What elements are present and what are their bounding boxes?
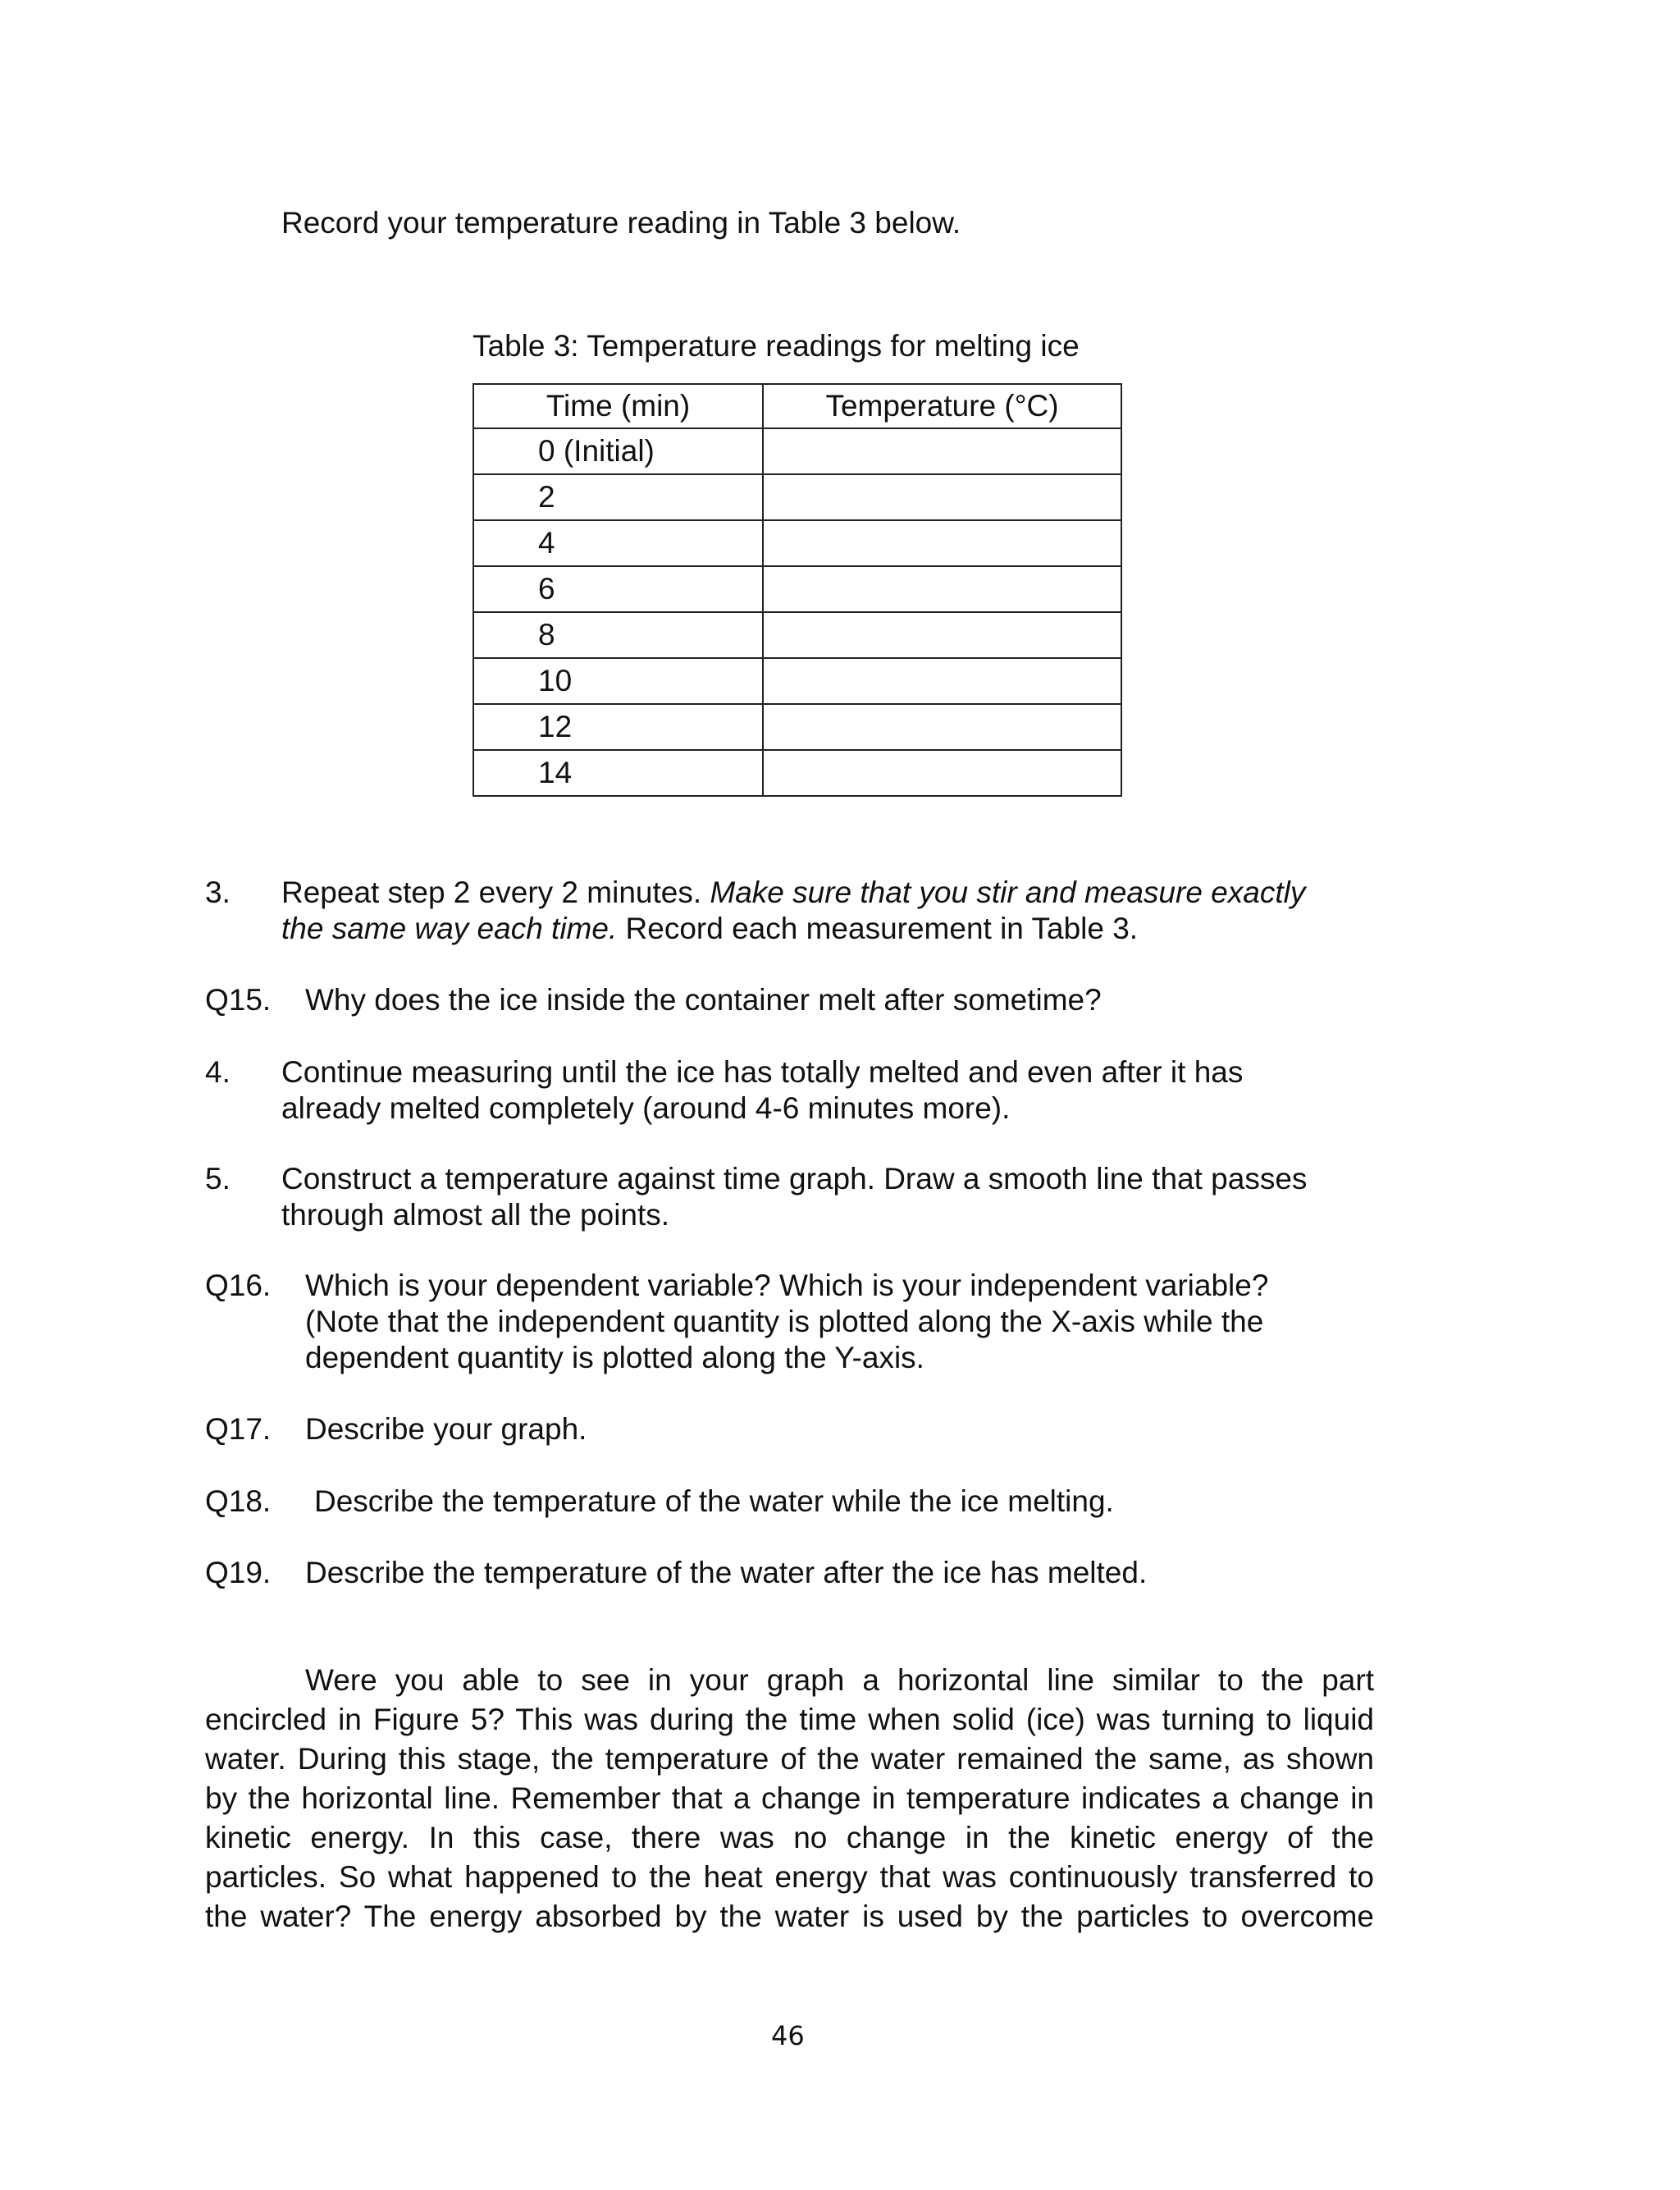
paragraph-line: by the horizontal line. Remember that a change in temperature indicates a change in bbox=[205, 1781, 1374, 1815]
paragraph-line: the water? The energy absorbed by the water is used by the particles to overcome bbox=[205, 1900, 1374, 1933]
paragraph-line: water. During this stage, the temperature of the water remained the same, as shown bbox=[205, 1742, 1374, 1776]
time-cell: 14 bbox=[473, 750, 763, 796]
question-15-text: Why does the ice inside the container melt after sometime? bbox=[305, 983, 1102, 1017]
time-cell: 4 bbox=[473, 520, 763, 566]
step-5-text: Construct a temperature against time graph. Draw a smooth line that passes through almost all the points. bbox=[281, 1162, 1308, 1232]
header-temperature: Temperature (°C) bbox=[763, 384, 1121, 428]
time-cell: 12 bbox=[473, 704, 763, 750]
step-number: 5. bbox=[205, 1162, 231, 1196]
table-row bbox=[473, 474, 1121, 520]
table-row bbox=[473, 658, 1121, 704]
question-19-text: Describe the temperature of the water after the ice has melted. bbox=[305, 1556, 1148, 1589]
paragraph-line: kinetic energy. In this case, there was no change in the kinetic energy of the bbox=[205, 1821, 1374, 1854]
question-17-text: Describe your graph. bbox=[305, 1412, 587, 1446]
time-cell: 6 bbox=[473, 566, 763, 612]
table-row bbox=[473, 750, 1121, 796]
table-row bbox=[473, 612, 1121, 658]
intro-text: Record your temperature reading in Table 3 below. bbox=[281, 206, 961, 240]
time-cell: 8 bbox=[473, 612, 763, 658]
table-row bbox=[473, 520, 1121, 566]
temperature-cell[interactable] bbox=[763, 658, 1121, 704]
step-4-text: Continue measuring until the ice has totally melted and even after it has already melted completely (around 4-6 minutes more). bbox=[281, 1055, 1244, 1125]
paragraph-line: particles. So what happened to the heat energy that was continuously transferred to bbox=[205, 1860, 1374, 1894]
question-number: Q17. bbox=[205, 1412, 272, 1446]
question-number: Q15. bbox=[205, 983, 272, 1017]
temperature-table bbox=[472, 383, 1122, 797]
header-time: Time (min) bbox=[473, 384, 763, 428]
page-number: 46 bbox=[771, 2020, 805, 2051]
temperature-cell[interactable] bbox=[763, 704, 1121, 750]
temperature-cell[interactable] bbox=[763, 520, 1121, 566]
step-number: 3. bbox=[205, 876, 231, 909]
paragraph-line: encircled in Figure 5? This was during the time when solid (ice) was turning to liquid bbox=[205, 1703, 1374, 1736]
time-cell: 10 bbox=[473, 658, 763, 704]
paragraph-line: Were you able to see in your graph a horizontal line similar to the part bbox=[305, 1663, 1374, 1697]
time-cell: 2 bbox=[473, 474, 763, 520]
temperature-cell[interactable] bbox=[763, 750, 1121, 796]
table-row bbox=[473, 704, 1121, 750]
question-18-text: Describe the temperature of the water while the ice melting. bbox=[314, 1484, 1114, 1518]
body-paragraph bbox=[205, 1661, 1374, 1936]
table-header-row bbox=[473, 384, 1121, 428]
table-row bbox=[473, 428, 1121, 474]
question-number: Q19. bbox=[205, 1556, 272, 1589]
table-caption: Table 3: Temperature readings for melting ice bbox=[472, 329, 1080, 363]
temperature-cell[interactable] bbox=[763, 474, 1121, 520]
time-cell: 0 (Initial) bbox=[473, 428, 763, 474]
step-number: 4. bbox=[205, 1055, 231, 1089]
step-3-text: Repeat step 2 every 2 minutes. Make sure that you stir and measure exactly the same way each time. Record each measurement in Table 3. bbox=[281, 876, 1306, 945]
temperature-cell[interactable] bbox=[763, 566, 1121, 612]
temperature-cell[interactable] bbox=[763, 612, 1121, 658]
question-number: Q16. bbox=[205, 1269, 272, 1302]
question-number: Q18. bbox=[205, 1484, 272, 1518]
question-16-text: Which is your dependent variable? Which is your independent variable? (Note that the independent quantity is plotted along the X-axis while the dependent quantity is plotted along the Y-axis. bbox=[305, 1269, 1269, 1374]
temperature-cell[interactable] bbox=[763, 428, 1121, 474]
table-row bbox=[473, 566, 1121, 612]
